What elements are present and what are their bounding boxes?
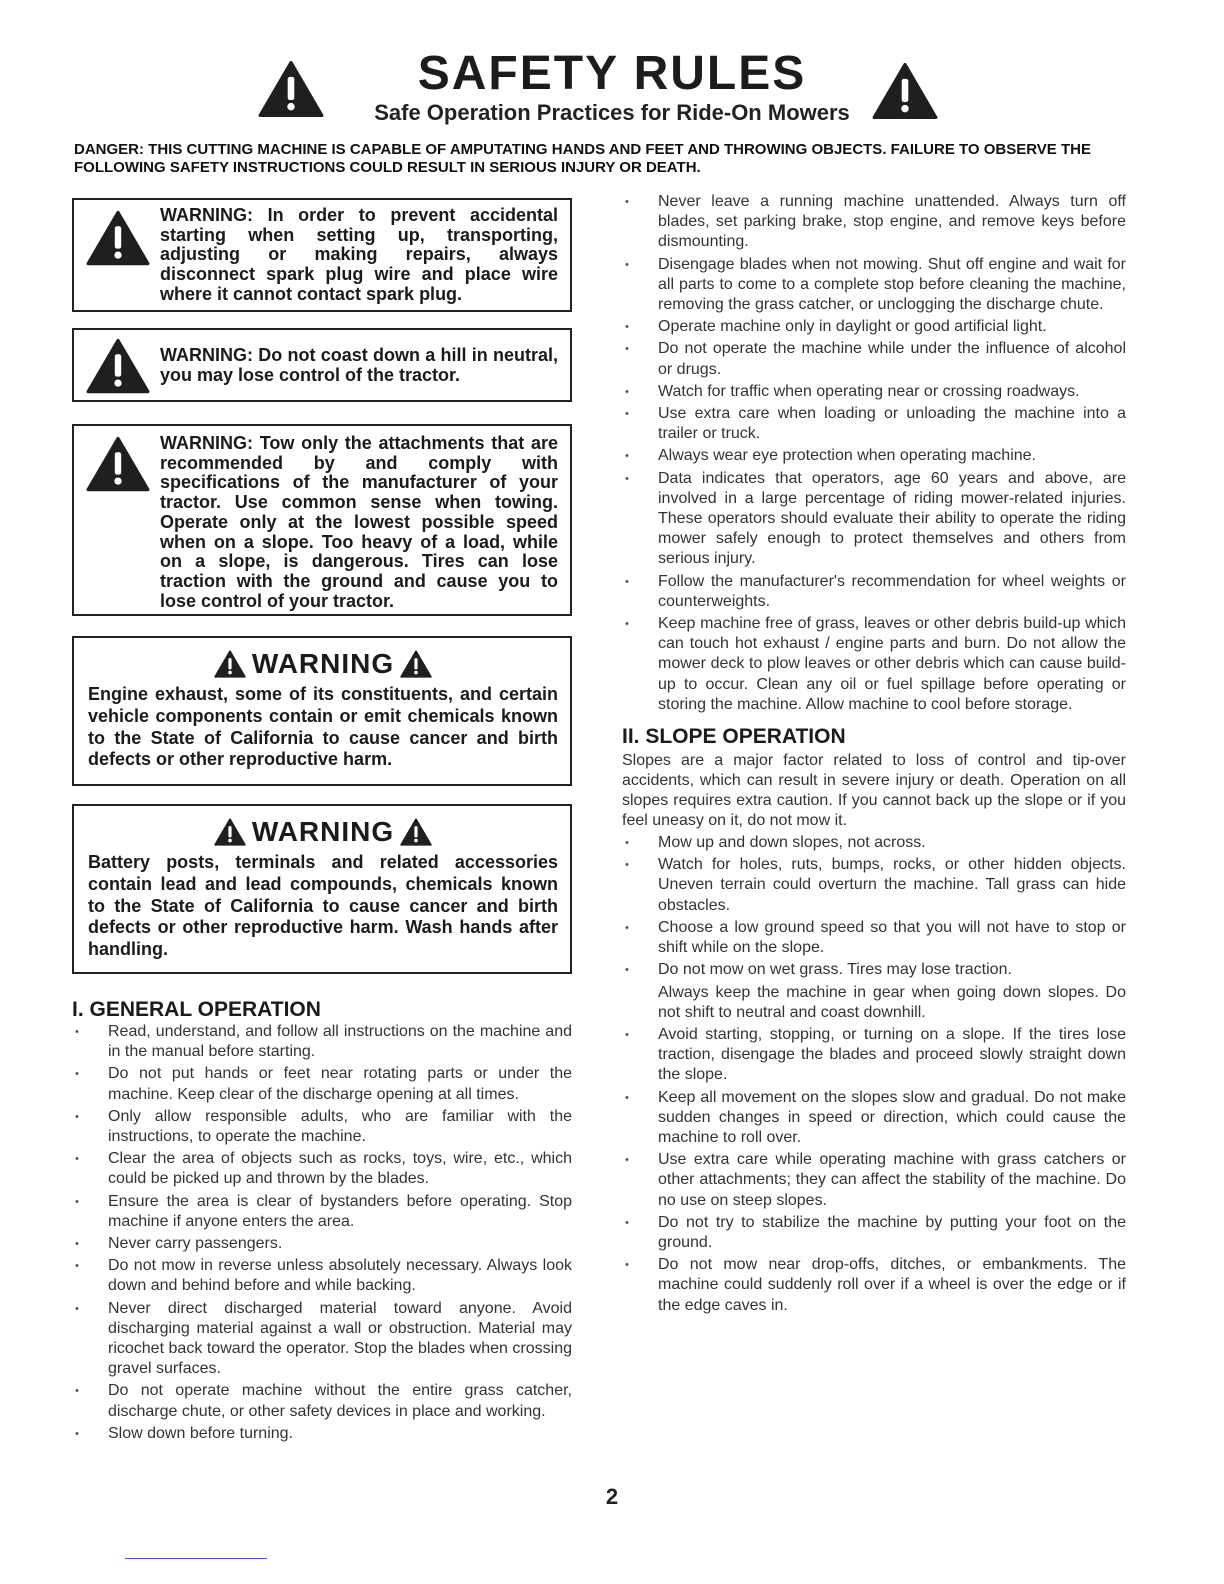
warning-triangle-icon — [214, 818, 246, 846]
page-header — [0, 44, 1224, 134]
warning-triangle-icon — [214, 650, 246, 678]
general-operation-continued-list — [622, 192, 1126, 715]
list-item: • Watch for traffic when operating near or crossing roadways. — [622, 382, 1126, 402]
warning-triangle-icon — [400, 650, 432, 678]
page-number: 2 — [605, 1484, 619, 1509]
warning-text: WARNING: In order to prevent accidental starting when setting up, transporting, adjusting or making repairs, always disconnect spark plug wire and place wire where it cannot contact spark plug. — [160, 205, 558, 304]
list-item: • Never direct discharged material toward anyone. Avoid discharging material against a wall or obstruction. Material may ricochet back toward the operator. Stop the blades when crossing gravel surfaces. — [72, 1299, 572, 1380]
list-item: • Use extra care while operating machine with grass catchers or other attachments; they can affect the stability of the machine. Do no use on steep slopes. — [622, 1150, 1126, 1211]
list-item: • Slow down before turning. — [72, 1424, 572, 1444]
warning-triangle-icon — [872, 62, 938, 120]
list-item: • Never leave a running machine unattended. Always turn off blades, set parking brake, stop engine, and remove keys before dismounting. — [622, 192, 1126, 253]
warning-text: WARNING: Do not coast down a hill in neutral, you may lose control of the tractor. — [160, 345, 558, 385]
warning-text: Battery posts, terminals and related accessories contain lead and lead compounds, chemicals known to the State of California to cause cancer and birth defects or other reproductive harm. Wash hands after handling. — [88, 852, 558, 960]
list-item: • Do not operate machine without the entire grass catcher, discharge chute, or other safety devices in place and working. — [72, 1381, 572, 1421]
list-item: • Ensure the area is clear of bystanders before operating. Stop machine if anyone enters the area. — [72, 1192, 572, 1232]
list-item: • Do not operate the machine while under the influence of alcohol or drugs. — [622, 339, 1126, 379]
list-item: • Never carry passengers. — [72, 1234, 572, 1254]
list-item: • Do not mow on wet grass. Tires may lose traction. — [622, 960, 1126, 980]
warning-triangle-icon — [86, 210, 150, 266]
prop65-warning-exhaust — [72, 636, 572, 786]
slope-operation-list — [622, 833, 1126, 1316]
warning-heading — [88, 816, 558, 848]
list-item: • Data indicates that operators, age 60 years and above, are involved in a large percentage of riding mower-related injuries. These operators should evaluate their ability to operate the riding mower safely enough to protect themselves and others from serious injury. — [622, 469, 1126, 570]
list-item: • Do not mow in reverse unless absolutely necessary. Always look down and behind before and while backing. — [72, 1256, 572, 1296]
left-column — [72, 198, 572, 1446]
page-subtitle: Safe Operation Practices for Ride-On Mowers — [374, 100, 850, 125]
warning-triangle-icon — [86, 436, 150, 492]
warning-text: Engine exhaust, some of its constituents, and certain vehicle components contain or emit chemicals known to the State of California to cause cancer and birth defects or other reproductive harm. — [88, 684, 558, 770]
warning-text: WARNING: Tow only the attachments that are recommended by and comply with specifications of the manufacturer of your tractor. Use common sense when towing. Operate only at the lowest possible speed when on a slope. Too heavy of a load, while on a slope, is dangerous. Tires can lose traction with the ground and cause you to lose control of your tractor. — [160, 433, 558, 611]
list-item: • Read, understand, and follow all instructions on the machine and in the manual before starting. — [72, 1022, 572, 1062]
list-item: • Avoid starting, stopping, or turning on a slope. If the tires lose traction, disengage the blades and proceed slowly straight down the slope. — [622, 1025, 1126, 1086]
list-item: • Do not mow near drop-offs, ditches, or embankments. The machine could suddenly roll over if a wheel is over the edge or if the edge caves in. — [622, 1255, 1126, 1316]
list-item: • Choose a low ground speed so that you will not have to stop or shift while on the slope. — [622, 918, 1126, 958]
prop65-warning-battery — [72, 804, 572, 974]
slope-intro: Slopes are a major factor related to loss of control and tip-over accidents, which can result in severe injury or death. Operation on all slopes requires extra caution. If you cannot back up the slope or if you feel uneasy on it, do not mow it. — [622, 752, 1126, 830]
right-column — [622, 192, 1126, 1318]
list-item: • Follow the manufacturer's recommendation for wheel weights or counterweights. — [622, 572, 1126, 612]
warning-heading-text: WARNING — [251, 648, 395, 679]
page-title: SAFETY RULES — [417, 47, 807, 100]
section-title-general: I. GENERAL OPERATION — [72, 998, 321, 1021]
list-item: • Keep all movement on the slopes slow and gradual. Do not make sudden changes in speed or direction, which could cause the machine to roll over. — [622, 1088, 1126, 1149]
list-item: • Only allow responsible adults, who are familiar with the instructions, to operate the machine. — [72, 1107, 572, 1147]
list-item: • Always wear eye protection when operating machine. — [622, 446, 1126, 466]
footer-rule — [125, 1558, 267, 1559]
slope-note: Always keep the machine in gear when going down slopes. Do not shift to neutral and coast downhill. — [658, 983, 1126, 1021]
warning-box-coast — [72, 328, 572, 402]
warning-box-spark-plug — [72, 198, 572, 312]
list-item: • Mow up and down slopes, not across. — [622, 833, 1126, 853]
list-item: • Disengage blades when not mowing. Shut off engine and wait for all parts to come to a complete stop before cleaning the machine, removing the grass catcher, or unclogging the discharge chute. — [622, 255, 1126, 316]
list-item: • Watch for holes, ruts, bumps, rocks, or other hidden objects. Uneven terrain could overturn the machine. Tall grass can hide obstacles. — [622, 855, 1126, 916]
danger-notice: DANGER: THIS CUTTING MACHINE IS CAPABLE OF AMPUTATING HANDS AND FEET AND THROWING OBJECTS. FAILURE TO OBSERVE THE FOLLOWING SAFETY INSTRUCTIONS COULD RESULT IN SERIOUS INJURY OR DEATH. — [74, 141, 1091, 176]
warning-triangle-icon — [86, 338, 150, 394]
list-item: • Clear the area of objects such as rocks, toys, wire, etc., which could be picked up and thrown by the blades. — [72, 1149, 572, 1189]
section-title-slope: II. SLOPE OPERATION — [622, 725, 846, 749]
list-item: • Operate machine only in daylight or good artificial light. — [622, 317, 1126, 337]
warning-triangle-icon — [400, 818, 432, 846]
general-operation-list — [72, 1022, 572, 1444]
warning-heading-text: WARNING — [251, 816, 395, 847]
list-item: • Keep machine free of grass, leaves or other debris build-up which can touch hot exhaust / engine parts and burn. Do not allow the mower deck to plow leaves or other debris which can cause build-up to occur. Clean any oil or fuel spillage before operating or storing the machine. Allow machine to cool before storage. — [622, 614, 1126, 715]
warning-heading — [88, 648, 558, 680]
list-item: • Do not put hands or feet near rotating parts or under the machine. Keep clear of the discharge opening at all times. — [72, 1064, 572, 1104]
warning-box-tow — [72, 424, 572, 616]
list-item: • Do not try to stabilize the machine by putting your foot on the ground. — [622, 1213, 1126, 1253]
list-item: • Use extra care when loading or unloading the machine into a trailer or truck. — [622, 404, 1126, 444]
